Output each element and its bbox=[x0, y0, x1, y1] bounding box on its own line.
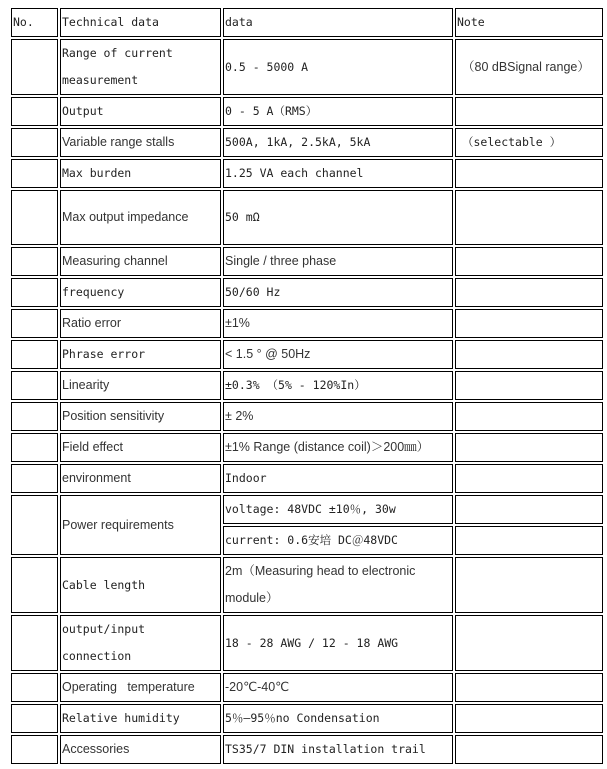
cell-note bbox=[455, 371, 603, 400]
cell-note bbox=[455, 464, 603, 493]
cell-data: 0 - 5 A（RMS） bbox=[223, 97, 453, 126]
cell-note bbox=[455, 247, 603, 276]
cell-technical: Ratio error bbox=[60, 309, 221, 338]
cell-note bbox=[455, 526, 603, 555]
cell-data: ±0.3% （5% - 120%In） bbox=[223, 371, 453, 400]
cell-technical: Measuring channel bbox=[60, 247, 221, 276]
table-row bbox=[11, 97, 603, 126]
cell-note: （80 dBSignal range） bbox=[455, 39, 603, 95]
cell-data: Indoor bbox=[223, 464, 453, 493]
cell-data: ±1% bbox=[223, 309, 453, 338]
cell-technical: Position sensitivity bbox=[60, 402, 221, 431]
table-row bbox=[11, 735, 603, 764]
cell-note bbox=[455, 433, 603, 462]
cell-data: 0.5 - 5000 A bbox=[223, 39, 453, 95]
cell-technical: frequency bbox=[60, 278, 221, 307]
cell-no bbox=[11, 128, 58, 157]
cell-data: 18 - 28 AWG / 12 - 18 AWG bbox=[223, 615, 453, 671]
cell-no bbox=[11, 159, 58, 188]
cell-technical: environment bbox=[60, 464, 221, 493]
cell-data: 2m（Measuring head to electronic module） bbox=[223, 557, 453, 613]
cell-data: 50 mΩ bbox=[223, 190, 453, 245]
cell-note bbox=[455, 495, 603, 524]
cell-technical: Accessories bbox=[60, 735, 221, 764]
cell-note bbox=[455, 97, 603, 126]
cell-technical: Linearity bbox=[60, 371, 221, 400]
cell-no bbox=[11, 402, 58, 431]
cell-no bbox=[11, 190, 58, 245]
table-row bbox=[11, 159, 603, 188]
cell-no bbox=[11, 97, 58, 126]
cell-technical: Phrase error bbox=[60, 340, 221, 369]
cell-note bbox=[455, 673, 603, 702]
cell-technical: Range of current measurement bbox=[60, 39, 221, 95]
cell-data: Single / three phase bbox=[223, 247, 453, 276]
cell-no bbox=[11, 278, 58, 307]
cell-data: < 1.5 ° @ 50Hz bbox=[223, 340, 453, 369]
cell-technical: Max output impedance bbox=[60, 190, 221, 245]
table-row bbox=[11, 340, 603, 369]
table-row bbox=[11, 433, 603, 462]
cell-no bbox=[11, 247, 58, 276]
table-row bbox=[11, 615, 603, 671]
cell-no bbox=[11, 464, 58, 493]
table-row bbox=[11, 247, 603, 276]
cell-technical: Max burden bbox=[60, 159, 221, 188]
table-row bbox=[11, 371, 603, 400]
cell-data: 500A, 1kA, 2.5kA, 5kA bbox=[223, 128, 453, 157]
cell-note bbox=[455, 340, 603, 369]
cell-no bbox=[11, 615, 58, 671]
cell-technical: Relative humidity bbox=[60, 704, 221, 733]
table-header-row bbox=[11, 8, 603, 37]
cell-data: TS35/7 DIN installation trail bbox=[223, 735, 453, 764]
table-row bbox=[11, 704, 603, 733]
cell-technical: output/input connection bbox=[60, 615, 221, 671]
cell-no bbox=[11, 735, 58, 764]
header-data: data bbox=[223, 8, 453, 37]
cell-data-voltage: voltage: 48VDC ±10％, 30w bbox=[223, 495, 453, 524]
table-row bbox=[11, 39, 603, 95]
cell-technical: Output bbox=[60, 97, 221, 126]
cell-technical: Power requirements bbox=[60, 495, 221, 555]
cell-no bbox=[11, 39, 58, 95]
cell-data: ±1% Range (distance coil)＞200㎜） bbox=[223, 433, 453, 462]
cell-note bbox=[455, 557, 603, 613]
cell-no bbox=[11, 433, 58, 462]
cell-no bbox=[11, 673, 58, 702]
cell-note bbox=[455, 278, 603, 307]
cell-note bbox=[455, 402, 603, 431]
cell-data: 5％—95％no Condensation bbox=[223, 704, 453, 733]
cell-note bbox=[455, 159, 603, 188]
table-row bbox=[11, 128, 603, 157]
cell-technical: Field effect bbox=[60, 433, 221, 462]
table-row bbox=[11, 278, 603, 307]
technical-spec-table bbox=[9, 6, 605, 766]
table-row-power bbox=[11, 495, 603, 524]
table-row bbox=[11, 464, 603, 493]
cell-technical: Operating temperature bbox=[60, 673, 221, 702]
cell-data-current: current: 0.6安培 DC＠48VDC bbox=[223, 526, 453, 555]
table-row bbox=[11, 190, 603, 245]
cell-no bbox=[11, 704, 58, 733]
cell-no bbox=[11, 309, 58, 338]
cell-data: 50/60 Hz bbox=[223, 278, 453, 307]
table-row bbox=[11, 309, 603, 338]
table-row bbox=[11, 557, 603, 613]
cell-note bbox=[455, 735, 603, 764]
table-row bbox=[11, 673, 603, 702]
cell-note bbox=[455, 615, 603, 671]
cell-no bbox=[11, 495, 58, 555]
header-no: No. bbox=[11, 8, 58, 37]
cell-no bbox=[11, 557, 58, 613]
cell-data: -20℃-40℃ bbox=[223, 673, 453, 702]
cell-note bbox=[455, 704, 603, 733]
header-note: Note bbox=[455, 8, 603, 37]
cell-note bbox=[455, 190, 603, 245]
cell-no bbox=[11, 371, 58, 400]
table-row bbox=[11, 402, 603, 431]
cell-technical: Variable range stalls bbox=[60, 128, 221, 157]
cell-data: 1.25 VA each channel bbox=[223, 159, 453, 188]
header-technical-data: Technical data bbox=[60, 8, 221, 37]
cell-technical: Cable length bbox=[60, 557, 221, 613]
cell-note bbox=[455, 309, 603, 338]
cell-no bbox=[11, 340, 58, 369]
cell-note: （selectable ） bbox=[455, 128, 603, 157]
cell-data: ± 2% bbox=[223, 402, 453, 431]
